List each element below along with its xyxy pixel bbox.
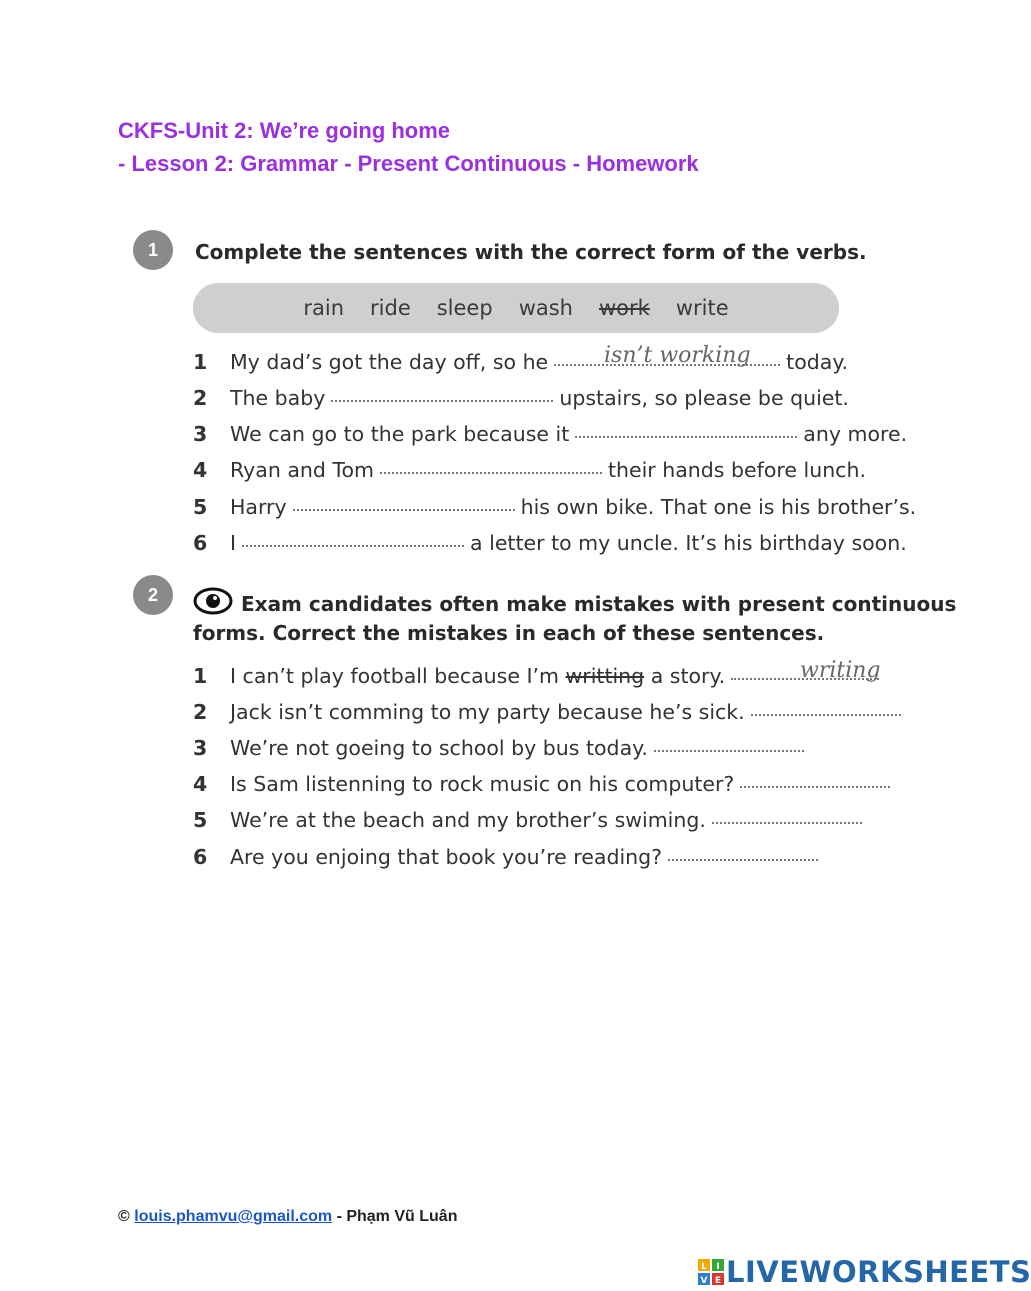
word-bank-item: ride <box>370 296 411 320</box>
ex2-item-number: 3 <box>193 736 208 760</box>
ex2-text: Is Sam listenning to rock music on his computer? <box>230 772 735 796</box>
word-bank-item: rain <box>303 296 345 320</box>
ex1-text-after: their hands before lunch. <box>607 458 866 482</box>
ex1-sentence-4 <box>193 458 866 482</box>
ex1-text-before: The baby <box>230 386 326 410</box>
ex2-sentence-5 <box>193 808 868 832</box>
logo-tile-letter: E <box>714 1276 722 1286</box>
ex2-sentence-4 <box>193 772 896 796</box>
ex1-text-after: any more. <box>803 422 908 446</box>
word-bank-item-used: work <box>598 296 650 320</box>
logo-tile-letter: V <box>700 1276 708 1286</box>
liveworksheets-logo-icon <box>698 1259 724 1285</box>
ex1-item-number: 1 <box>193 350 208 374</box>
logo-text: LIVEWORKSHEETS <box>726 1255 1031 1289</box>
ex2-mistake-struck: writting <box>565 664 645 688</box>
ex1-item-number: 5 <box>193 495 208 519</box>
exercise2-instruction-text: Exam candidates often make mistakes with present continuous <box>241 591 957 616</box>
ex1-text-before: Ryan and Tom <box>230 458 374 482</box>
author-email-link[interactable]: louis.phamvu@gmail.com <box>134 1208 333 1225</box>
ex1-answer-blank[interactable] <box>331 399 553 402</box>
eye-icon <box>193 586 233 621</box>
ex2-answer-blank[interactable] <box>740 785 890 788</box>
exercise1-instruction: Complete the sentences with the correct form of the verbs. <box>195 240 867 264</box>
ex1-text-before: We can go to the park because it <box>230 422 570 446</box>
ex2-sentence-2 <box>193 700 907 724</box>
exercise2-number-badge: 2 <box>133 575 173 615</box>
word-bank-item: write <box>675 296 729 320</box>
copyright-symbol: © <box>118 1208 130 1225</box>
ex2-sentence-6 <box>193 845 824 869</box>
liveworksheets-logo[interactable] <box>698 1255 1031 1289</box>
ex2-text: Jack isn’t comming to my party because he’s sick. <box>230 700 745 724</box>
ex2-text: Are you enjoing that book you’re reading? <box>230 845 663 869</box>
ex1-sentence-3 <box>193 422 907 446</box>
ex2-item-number: 4 <box>193 772 208 796</box>
ex2-item-number: 2 <box>193 700 208 724</box>
ex1-sentence-6 <box>193 531 907 555</box>
word-bank-item: sleep <box>436 296 493 320</box>
author-name: - Phạm Vũ Luân <box>336 1208 458 1225</box>
ex1-item-number: 6 <box>193 531 208 555</box>
word-bank <box>193 283 839 333</box>
exercise2-instruction-line1 <box>193 586 956 621</box>
ex1-item-number: 4 <box>193 458 208 482</box>
ex1-answer-blank[interactable] <box>575 435 797 438</box>
ex2-answer-blank[interactable] <box>712 821 862 824</box>
ex2-text: We’re at the beach and my brother’s swiming. <box>230 808 706 832</box>
ex2-answer-blank[interactable] <box>751 713 901 716</box>
ex1-text-after: today. <box>786 350 849 374</box>
ex2-item-number: 5 <box>193 808 208 832</box>
ex1-answer-blank[interactable] <box>293 508 515 511</box>
ex1-text-before: My dad’s got the day off, so he <box>230 350 549 374</box>
ex2-text-after: a story. <box>644 664 726 688</box>
ex1-answer-blank[interactable] <box>380 471 602 474</box>
ex1-text-before: I <box>230 531 237 555</box>
logo-tile-letter: I <box>716 1262 720 1272</box>
word-bank-item: wash <box>518 296 573 320</box>
ex1-sentence-5 <box>193 495 916 519</box>
exercise1-number-badge: 1 <box>133 230 173 270</box>
logo-tile-letter: L <box>701 1262 707 1272</box>
ex2-example-answer: writing <box>800 658 881 683</box>
ex2-text-before: I can’t play football because I’m <box>230 664 566 688</box>
footer-credit <box>118 1208 457 1226</box>
ex2-item-number: 1 <box>193 664 208 688</box>
ex2-answer-blank[interactable] <box>668 858 818 861</box>
page-title-line1: CKFS-Unit 2: We’re going home <box>118 118 451 143</box>
ex2-answer-blank[interactable] <box>654 749 804 752</box>
ex1-answer-blank[interactable] <box>242 544 464 547</box>
ex2-item-number: 6 <box>193 845 208 869</box>
ex1-text-before: Harry <box>230 495 287 519</box>
ex1-example-answer: isn’t working <box>604 343 751 368</box>
ex2-text: We’re not goeing to school by bus today. <box>230 736 648 760</box>
ex1-text-after: his own bike. That one is his brother’s. <box>520 495 917 519</box>
ex1-item-number: 3 <box>193 422 208 446</box>
ex2-sentence-3 <box>193 736 810 760</box>
ex1-text-after: a letter to my uncle. It’s his birthday soon. <box>470 531 907 555</box>
exercise2-instruction-line2: forms. Correct the mistakes in each of these sentences. <box>193 621 825 645</box>
ex1-item-number: 2 <box>193 386 208 410</box>
ex1-sentence-2 <box>193 386 849 410</box>
ex1-text-after: upstairs, so please be quiet. <box>559 386 849 410</box>
page-title-line2: - Lesson 2: Grammar - Present Continuous - Homework <box>118 151 699 176</box>
ex2-sentence-1 <box>193 664 885 688</box>
